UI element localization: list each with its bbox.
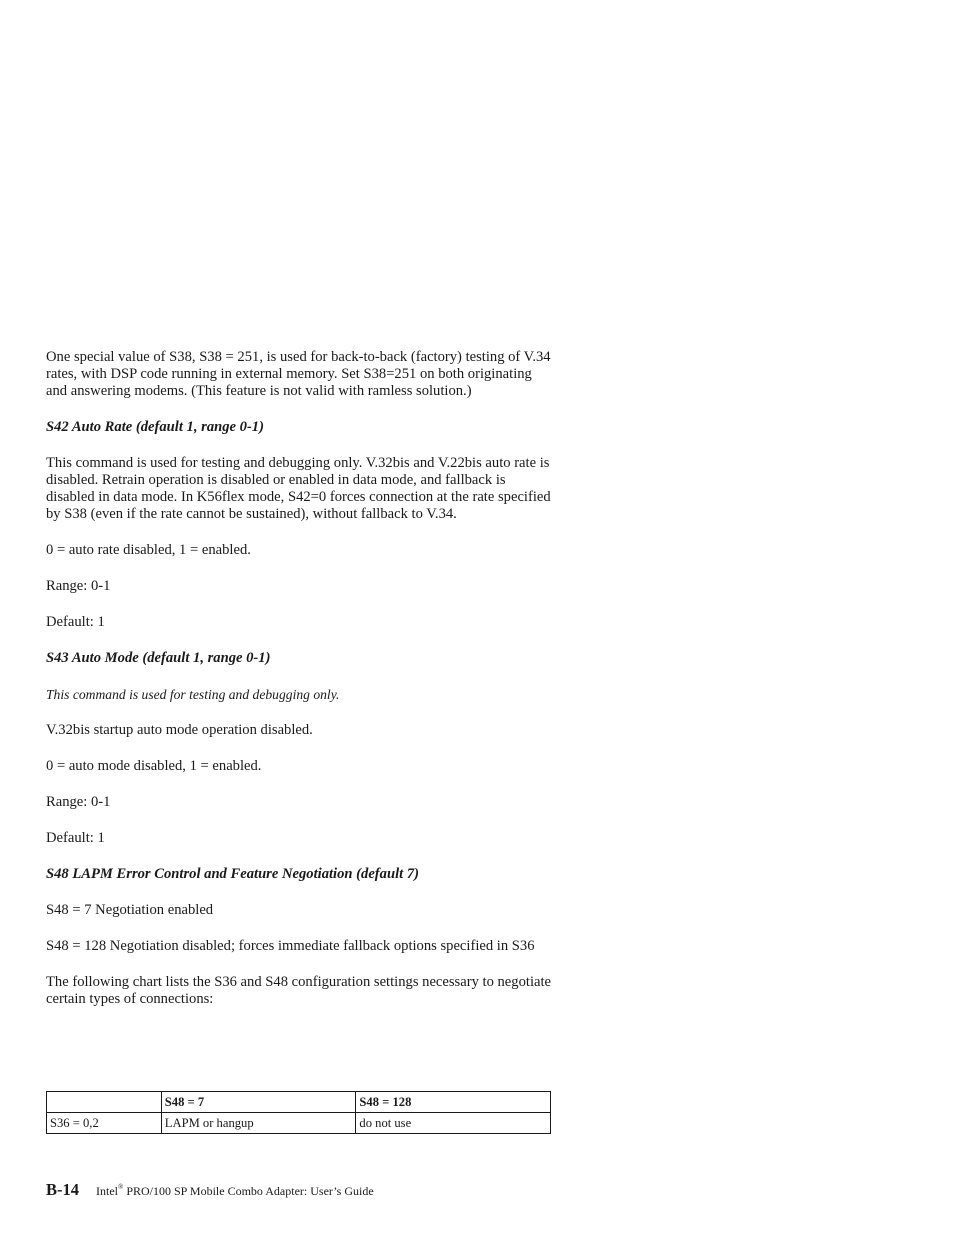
footer-title: PRO/100 SP Mobile Combo Adapter: User’s Guide [123, 1184, 374, 1198]
table-header-row [47, 1092, 551, 1113]
s42-range: Range: 0-1 [46, 578, 111, 594]
table-header-cell: S48 = 7 [161, 1092, 356, 1113]
s42-values: 0 = auto rate disabled, 1 = enabled. [46, 542, 251, 558]
s43-values: 0 = auto mode disabled, 1 = enabled. [46, 758, 262, 774]
table-cell: S36 = 0,2 [47, 1113, 162, 1134]
table-cell: do not use [356, 1113, 551, 1134]
s43-default: Default: 1 [46, 830, 105, 846]
chart-intro: The following chart lists the S36 and S48 configuration settings necessary to negotiate certain types of connections: [46, 974, 552, 1007]
s43-note: This command is used for testing and debugging only. [46, 687, 340, 702]
s43-heading: S43 Auto Mode (default 1, range 0-1) [46, 650, 271, 666]
page-number: B-14 [46, 1180, 79, 1199]
s38-paragraph: One special value of S38, S38 = 251, is used for back-to-back (factory) testing of V.34 rates, with DSP code running in external memory. Set S38=251 on both originating and answering modems. (This feature is not valid with ramless solution.) [46, 349, 551, 399]
s48-enabled: S48 = 7 Negotiation enabled [46, 902, 214, 918]
footer-brand: Intel [96, 1184, 118, 1198]
s42-heading: S42 Auto Rate (default 1, range 0-1) [46, 419, 264, 435]
settings-table [46, 1091, 551, 1134]
s43-range: Range: 0-1 [46, 794, 111, 810]
table-header-cell [47, 1092, 162, 1113]
main-text [46, 349, 554, 1027]
table-row [47, 1113, 551, 1134]
s48-heading: S48 LAPM Error Control and Feature Negotiation (default 7) [46, 866, 419, 882]
table-cell: LAPM or hangup [161, 1113, 356, 1134]
table-header-cell: S48 = 128 [356, 1092, 551, 1113]
page-footer [46, 1180, 374, 1200]
s48-disabled: S48 = 128 Negotiation disabled; forces immediate fallback options specified in S36 [46, 938, 535, 954]
trademark-symbol: ® [118, 1183, 124, 1191]
s42-description: This command is used for testing and debugging only. V.32bis and V.22bis auto rate is disabled. Retrain operation is disabled or enabled in data mode, and fallback is disabled in data mode. In K56flex mode, S42=0 forces connection at the rate specified by S38 (even if the rate cannot be sustained), without fallback to V.34. [46, 455, 551, 522]
s42-default: Default: 1 [46, 614, 105, 630]
s43-description: V.32bis startup auto mode operation disabled. [46, 722, 313, 738]
